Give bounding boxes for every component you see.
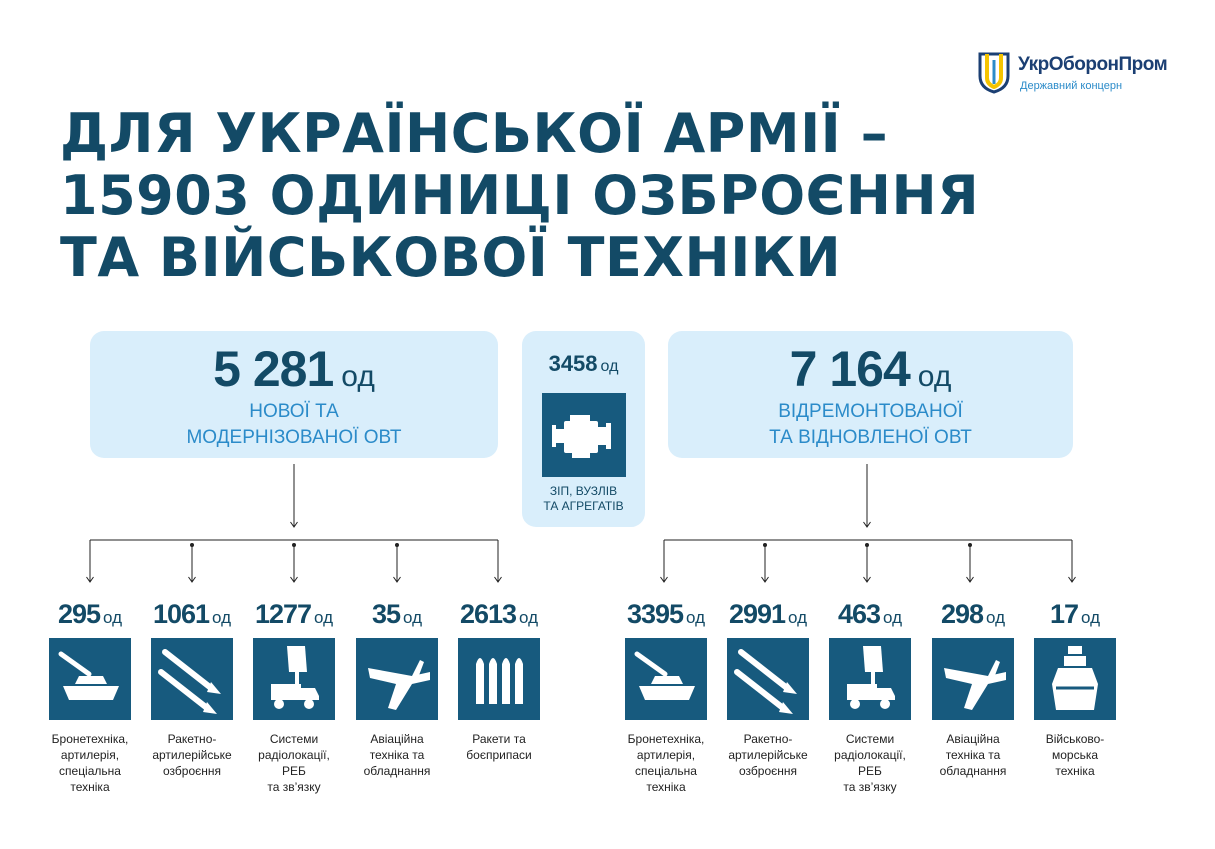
label-line: РЕБ (858, 764, 882, 778)
ammunition-icon (458, 638, 540, 720)
item-value: 2613 (459, 599, 517, 629)
title-line-1: ДЛЯ УКРАЇНСЬКОЇ АРМІЇ – (60, 102, 889, 165)
item-count (342, 598, 452, 634)
item-label (444, 731, 554, 763)
item-value: 35 (371, 599, 401, 629)
tank-icon (625, 638, 707, 720)
repaired-restored-panel (668, 331, 1073, 458)
item-count (239, 598, 349, 634)
missiles-icon (727, 638, 809, 720)
spare-parts-panel (522, 331, 645, 527)
description-line: ТА ВІДНОВЛЕНОЇ ОВТ (769, 427, 972, 448)
spare-parts-description (522, 484, 645, 514)
unit-label: од (519, 608, 539, 627)
description-line: НОВОЇ ТА (249, 401, 339, 422)
label-line: озброєння (738, 764, 797, 778)
description-line: ТА АГРЕГАТІВ (543, 499, 624, 513)
description-line: ВІДРЕМОНТОВАНОЇ (778, 401, 963, 422)
label-line: Авіаційна (946, 732, 1000, 746)
label-line: Системи (845, 732, 895, 746)
tank-icon (49, 638, 131, 720)
repaired-restored-total (668, 339, 1073, 407)
total-value: 3458 (548, 351, 598, 376)
item-count (35, 598, 145, 634)
label-line: боєприпаси (466, 748, 532, 762)
description-line: ЗІП, ВУЗЛІВ (549, 484, 618, 498)
logo-name: УкрОборонПром (1018, 54, 1168, 75)
label-line: артилерія, (60, 748, 120, 762)
label-line: морська (1051, 748, 1099, 762)
item-value: 298 (940, 599, 984, 629)
item-label (611, 731, 721, 795)
label-line: артилерійське (728, 748, 808, 762)
label-line: Бронетехніка, (627, 732, 705, 746)
label-line: техніка (70, 780, 110, 794)
label-line: обладнання (363, 764, 431, 778)
jet-icon (932, 638, 1014, 720)
unit-label: од (403, 608, 423, 627)
label-line: Системи (269, 732, 319, 746)
item-label (713, 731, 823, 779)
repaired-restored-description (668, 399, 1073, 451)
label-line: обладнання (939, 764, 1007, 778)
unit-label: од (600, 358, 619, 375)
logo-subtitle: Державний концерн (1020, 80, 1123, 92)
label-line: радіолокації, (834, 748, 906, 762)
new-modernized-description (90, 399, 498, 451)
spare-parts-total (522, 351, 645, 377)
label-line: техніка (1055, 764, 1095, 778)
title-line-3: ТА ВІЙСЬКОВОЇ ТЕХНІКИ (60, 226, 842, 289)
label-line: РЕБ (282, 764, 306, 778)
label-line: спеціальна (635, 764, 697, 778)
label-line: озброєння (162, 764, 221, 778)
label-line: Військово- (1045, 732, 1105, 746)
item-count (815, 598, 925, 634)
unit-label: од (986, 608, 1006, 627)
label-line: Бронетехніка, (51, 732, 129, 746)
item-count (137, 598, 247, 634)
label-line: Авіаційна (370, 732, 424, 746)
title-line-2: 15903 ОДИНИЦІ ОЗБРОЄННЯ (60, 164, 980, 227)
item-count (713, 598, 823, 634)
label-line: та зв’язку (843, 780, 897, 794)
label-line: артилерія, (636, 748, 696, 762)
label-line: техніка та (945, 748, 1001, 762)
label-line: Ракети та (472, 732, 526, 746)
jet-icon (356, 638, 438, 720)
item-value: 3395 (626, 599, 684, 629)
total-value: 5 281 (213, 341, 334, 397)
item-value: 295 (57, 599, 101, 629)
item-count (444, 598, 554, 634)
unit-label: од (917, 360, 952, 393)
radar-truck-icon (829, 638, 911, 720)
unit-label: од (1081, 608, 1101, 627)
item-label (815, 731, 925, 795)
label-line: техніка та (369, 748, 425, 762)
unit-label: од (103, 608, 123, 627)
new-modernized-panel (90, 331, 498, 458)
item-label (35, 731, 145, 795)
label-line: радіолокації, (258, 748, 330, 762)
radar-truck-icon (253, 638, 335, 720)
item-label (918, 731, 1028, 779)
item-value: 17 (1049, 599, 1079, 629)
label-line: артилерійське (152, 748, 232, 762)
new-modernized-total (90, 339, 498, 407)
unit-label: од (686, 608, 706, 627)
engine-icon (542, 393, 626, 477)
item-value: 1061 (152, 599, 210, 629)
label-line: техніка (646, 780, 686, 794)
total-value: 7 164 (789, 341, 910, 397)
description-line: МОДЕРНІЗОВАНОЇ ОВТ (186, 427, 402, 448)
unit-label: од (883, 608, 903, 627)
label-line: Ракетно- (167, 732, 217, 746)
unit-label: од (212, 608, 232, 627)
unit-label: од (314, 608, 334, 627)
label-line: Ракетно- (743, 732, 793, 746)
item-label (239, 731, 349, 795)
item-value: 463 (837, 599, 881, 629)
item-label (137, 731, 247, 779)
warship-icon (1034, 638, 1116, 720)
item-label (1020, 731, 1130, 779)
label-line: спеціальна (59, 764, 121, 778)
item-value: 1277 (254, 599, 312, 629)
item-label (342, 731, 452, 779)
item-count (918, 598, 1028, 634)
unit-label: од (788, 608, 808, 627)
label-line: та зв’язку (267, 780, 321, 794)
item-count (611, 598, 721, 634)
item-count (1020, 598, 1130, 634)
item-value: 2991 (728, 599, 786, 629)
unit-label: од (341, 360, 375, 393)
missiles-icon (151, 638, 233, 720)
